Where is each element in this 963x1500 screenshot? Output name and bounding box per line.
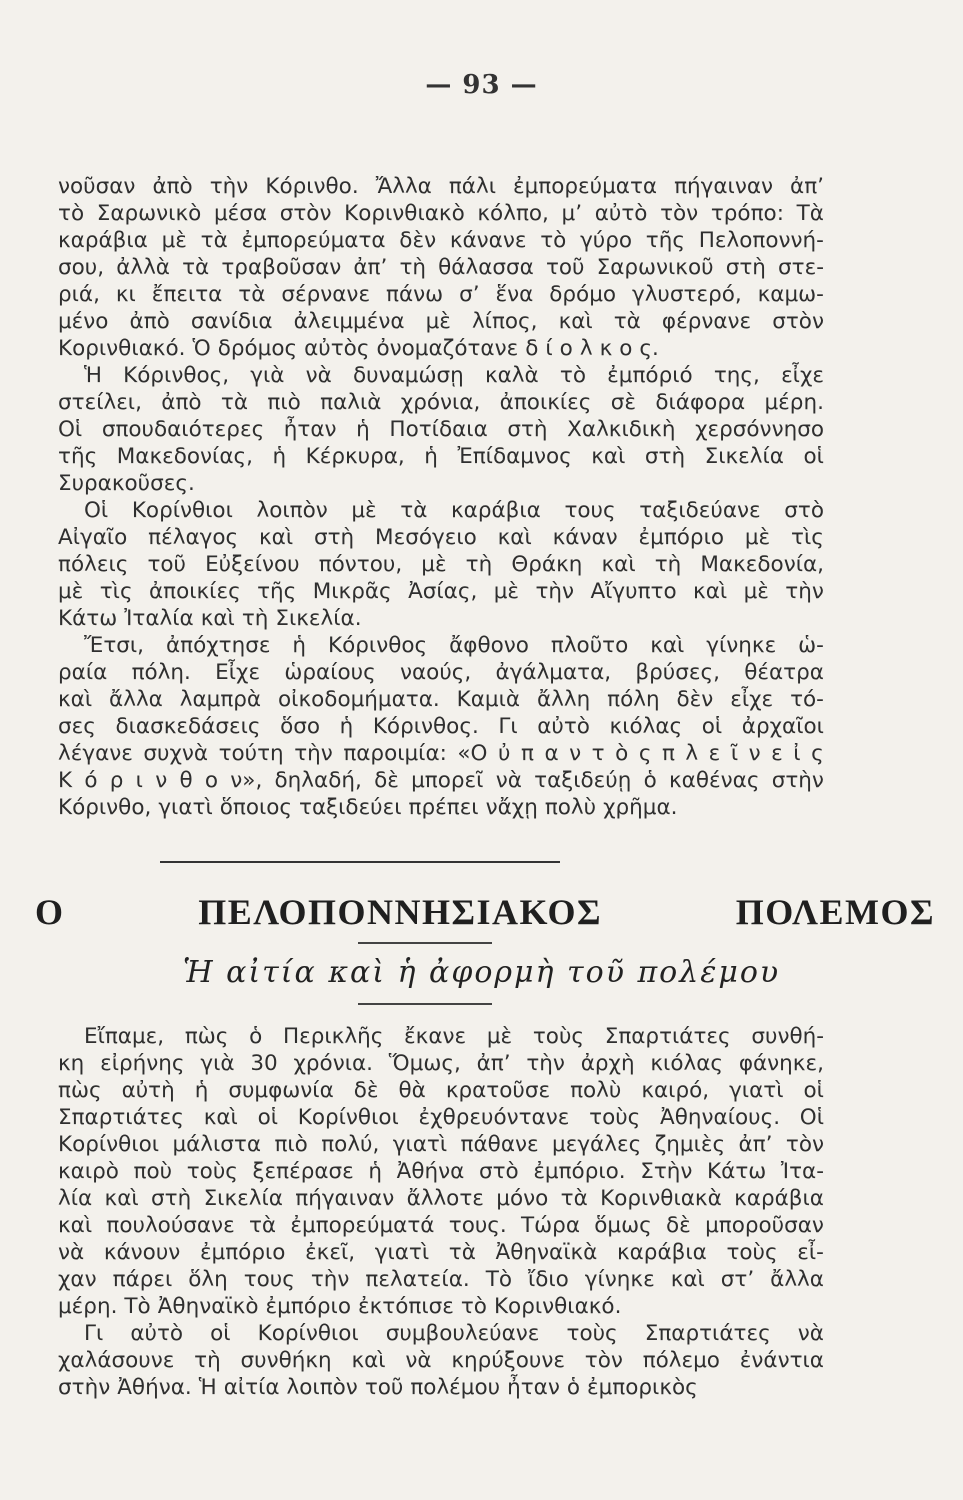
text-line: Οἱ σπουδαιότερες ἦταν ἡ Ποτίδαια στὴ Χαλκιδικὴ χερσόννησο <box>58 417 824 442</box>
text-line: Οἱ Κορίνθιοι λοιπὸν μὲ τὰ καράβια τους ταξιδεύανε στὸ <box>84 498 824 523</box>
text-line: ραία πόλη. Εἶχε ὡραίους ναούς, ἀγάλματα, βρύσες, θέατρα <box>58 660 824 685</box>
text-line: πὼς αὐτὴ ἡ συμφωνία δὲ θὰ κρατοῦσε πολὺ καιρό, γιατὶ οἱ <box>58 1078 824 1103</box>
text-line: Συρακοῦσες. <box>58 471 195 496</box>
text-line: χαν πάρει ὅλη τους τὴν πελατεία. Τὸ ἴδιο γίνηκε καὶ στ’ ἄλλα <box>58 1267 824 1292</box>
text-line: Κ ό ρ ι ν θ ο ν», δηλαδή, δὲ μπορεῖ νὰ ταξιδεύῃ ὁ καθένας στὴν <box>58 768 824 793</box>
text-line: σου, ἀλλὰ τὰ τραβοῦσαν ἀπ’ τὴ θάλασσα τοῦ Σαρωνικοῦ στὴ στε- <box>58 255 824 280</box>
text-line: Ἔτσι, ἀπόχτησε ἡ Κόρινθος ἄφθονο πλοῦτο καὶ γίνηκε ὡ- <box>84 633 824 658</box>
text-line: λία καὶ στὴ Σικελία πήγαιναν ἄλλοτε μόνο τὰ Κορινθιακὰ καράβια <box>58 1186 824 1211</box>
subtitle-underline-rule <box>358 1003 492 1005</box>
text-line: καὶ πουλούσανε τὰ ἐμπορεύματά τους. Τώρα ὅμως δὲ μποροῦσαν <box>58 1213 824 1238</box>
text-line: Ἡ Κόρινθος, γιὰ νὰ δυναμώσῃ καλὰ τὸ ἐμπόριό της, εἶχε <box>84 363 824 388</box>
text-line: μὲ τὶς ἀποικίες τῆς Μικρᾶς Ἀσίας, μὲ τὴν Αἴγυπτο καὶ μὲ τὴν <box>58 579 824 604</box>
text-line: πόλεις τοῦ Εὐξείνου πόντου, μὲ τὴ Θράκη καὶ τὴ Μακεδονία, <box>58 552 824 577</box>
section-title-text: Ο ΠΕΛΟΠΟΝΝΗΣΙΑΚΟΣ ΠΟΛΕΜΟΣ <box>35 892 935 932</box>
text-line: χαλάσουνε τὴ συνθήκη καὶ νὰ κηρύξουνε τὸν πόλεμο ἐνάντια <box>58 1348 824 1373</box>
text-line: σες διασκεδάσεις ὅσο ἡ Κόρινθος. Γι αὐτὸ κιόλας οἱ ἀρχαῖοι <box>58 714 824 739</box>
text-line: κη εἰρήνης γιὰ 30 χρόνια. Ὅμως, ἀπ’ τὴν ἀρχὴ κιόλας φάνηκε, <box>58 1051 824 1076</box>
title-underline-rule <box>358 942 492 944</box>
text-line: νὰ κάνουν ἐμπόριο ἐκεῖ, γιατὶ τὰ Ἀθηναϊκὰ καράβια τοὺς εἶ- <box>58 1240 824 1265</box>
text-line: Αἰγαῖο πέλαγος καὶ στὴ Μεσόγειο καὶ κάναν ἐμπόριο μὲ τὶς <box>58 525 824 550</box>
text-line: Κορινθιακό. Ὁ δρόμος αὐτὸς ὀνομαζότανε δ ί ο λ κ ο ς. <box>58 336 659 361</box>
page-number: — 93 — <box>425 70 538 100</box>
paragraph-block-corinth-trade <box>58 173 824 821</box>
text-line: Κορίνθιοι μάλιστα πιὸ πολύ, γιατὶ πάθανε μεγάλες ζημιὲς ἀπ’ τὸν <box>58 1132 824 1157</box>
text-line: τῆς Μακεδονίας, ἡ Κέρκυρα, ἡ Ἐπίδαμνος καὶ στὴ Σικελία οἱ <box>58 444 824 469</box>
text-line: λέγανε συχνὰ τούτη τὴν παροιμία: «Ο ὐ π α ν τ ὸ ς π λ ε ῖ ν ε ἰ ς <box>58 741 824 766</box>
text-line: νοῦσαν ἀπὸ τὴν Κόρινθο. Ἄλλα πάλι ἐμπορεύματα πήγαιναν ἀπ’ <box>58 174 824 199</box>
text-line: μέρη. Τὸ Ἀθηναϊκὸ ἐμπόριο ἐκτόπισε τὸ Κορινθιακό. <box>58 1294 622 1319</box>
text-line: στείλει, ἀπὸ τὰ πιὸ παλιὰ χρόνια, ἀποικίες σὲ διάφορα μέρη. <box>58 390 824 415</box>
text-line: ριά, κι ἔπειτα τὰ σέρνανε πάνω σ’ ἕνα δρόμο γλυστερό, καμω- <box>58 282 824 307</box>
text-line: καιρὸ ποὺ τοὺς ξεπέρασε ἡ Ἀθήνα στὸ ἐμπόριο. Στὴν Κάτω Ἰτα- <box>58 1159 824 1184</box>
text-line: Εἴπαμε, πὼς ὁ Περικλῆς ἔκανε μὲ τοὺς Σπαρτιάτες συνθή- <box>84 1024 824 1049</box>
text-line: Γι αὐτὸ οἱ Κορίνθιοι συμβουλεύανε τοὺς Σπαρτιάτες νὰ <box>84 1321 824 1346</box>
subtitle: Ἡ αἰτία καὶ ἡ ἀφορμὴ τοῦ πολέμου <box>182 955 781 990</box>
text-line: καὶ ἄλλα λαμπρὰ οἰκοδομήματα. Καμιὰ ἄλλη πόλη δὲν εἶχε τό- <box>58 687 824 712</box>
paragraph-block-war-causes <box>58 1023 824 1401</box>
section-title <box>35 891 935 933</box>
text-line: Κόρινθο, γιατὶ ὅποιος ταξιδεύει πρέπει νἄχῃ πολὺ χρῆμα. <box>58 795 678 820</box>
text-line: Κάτω Ἰταλία καὶ τὴ Σικελία. <box>58 606 362 631</box>
text-line: καράβια μὲ τὰ ἐμπορεύματα δὲν κάνανε τὸ γύρο τῆς Πελοποννή- <box>58 228 824 253</box>
text-line: στὴν Ἀθήνα. Ἡ αἰτία λοιπὸν τοῦ πολέμου ἦταν ὁ ἐμπορικὸς <box>58 1375 698 1400</box>
text-line: Σπαρτιάτες καὶ οἱ Κορίνθιοι ἐχθρευόντανε τοὺς Ἀθηναίους. Οἱ <box>58 1105 824 1130</box>
text-line: τὸ Σαρωνικὸ μέσα στὸν Κορινθιακὸ κόλπο, μ’ αὐτὸ τὸν τρόπο: Τὰ <box>58 201 824 226</box>
separator-rule <box>160 861 560 863</box>
text-line: μένο ἀπὸ σανίδια ἀλειμμένα μὲ λίπος, καὶ τὰ φέρνανε στὸν <box>58 309 824 334</box>
